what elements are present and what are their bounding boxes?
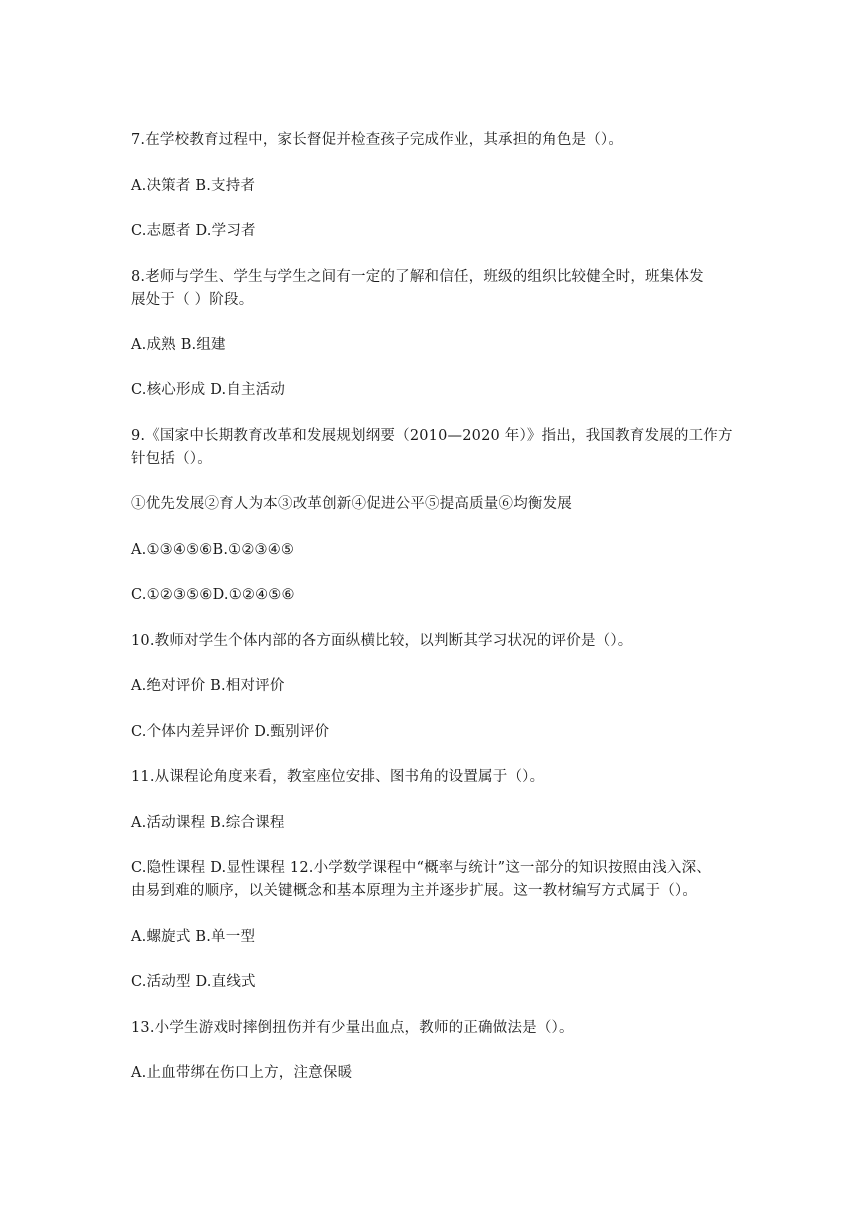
question-13-option-a: A.止血带绑在伤口上方，注意保暖 — [131, 1065, 353, 1081]
question-7-options-cd: C.志愿者 D.学习者 — [131, 223, 256, 239]
question-10-stem: 10.教师对学生个体内部的各方面纵横比较，以判断其学习状况的评价是（）。 — [131, 633, 633, 649]
question-9-options-ab: A.①③④⑤⑥B.①②③④⑤ — [131, 542, 295, 558]
question-13-stem: 13.小学生游戏时摔倒扭伤并有少量出血点，教师的正确做法是（）。 — [131, 1020, 574, 1036]
question-12-stem-line-2: 由易到难的顺序，以关键概念和基本原理为主并逐步扩展。这一教材编写方式属于（）。 — [131, 883, 698, 899]
question-10-options-cd: C.个体内差异评价 D.甄别评价 — [131, 724, 330, 740]
question-8-stem-line-2: 展处于（ ）阶段。 — [131, 292, 254, 308]
question-9-options-cd: C.①②③⑤⑥D.①②④⑤⑥ — [131, 587, 295, 603]
question-10-options-ab: A.绝对评价 B.相对评价 — [131, 678, 285, 694]
question-11-options-ab: A.活动课程 B.综合课程 — [131, 815, 285, 831]
question-9-stem-line-1: 9.《国家中长期教育改革和发展规划纲要（2010—2020 年）》指出，我国教育发展的工作方 — [131, 428, 733, 444]
question-11-stem: 11.从课程论角度来看，教室座位安排、图书角的设置属于（）。 — [131, 769, 545, 785]
question-8-options-ab: A.成熟 B.组建 — [131, 337, 226, 353]
question-11-options-cd-and-question-12-stem: C.隐性课程 D.显性课程 12.小学数学课程中“概率与统计”这一部分的知识按照由浅入深、 — [131, 860, 712, 876]
question-12-options-ab: A.螺旋式 B.单一型 — [131, 929, 256, 945]
question-8-options-cd: C.核心形成 D.自主活动 — [131, 382, 286, 398]
question-9-stem-line-2: 针包括（）。 — [131, 451, 212, 467]
question-7-stem: 7.在学校教育过程中，家长督促并检查孩子完成作业，其承担的角色是（）。 — [131, 132, 624, 148]
question-12-options-cd: C.活动型 D.直线式 — [131, 974, 256, 990]
question-9-items: ①优先发展②育人为本③改革创新④促进公平⑤提高质量⑥均衡发展 — [131, 496, 572, 512]
question-8-stem-line-1: 8.老师与学生、学生与学生之间有一定的了解和信任，班级的组织比较健全时，班集体发 — [131, 269, 704, 285]
question-7-options-ab: A.决策者 B.支持者 — [131, 178, 256, 194]
